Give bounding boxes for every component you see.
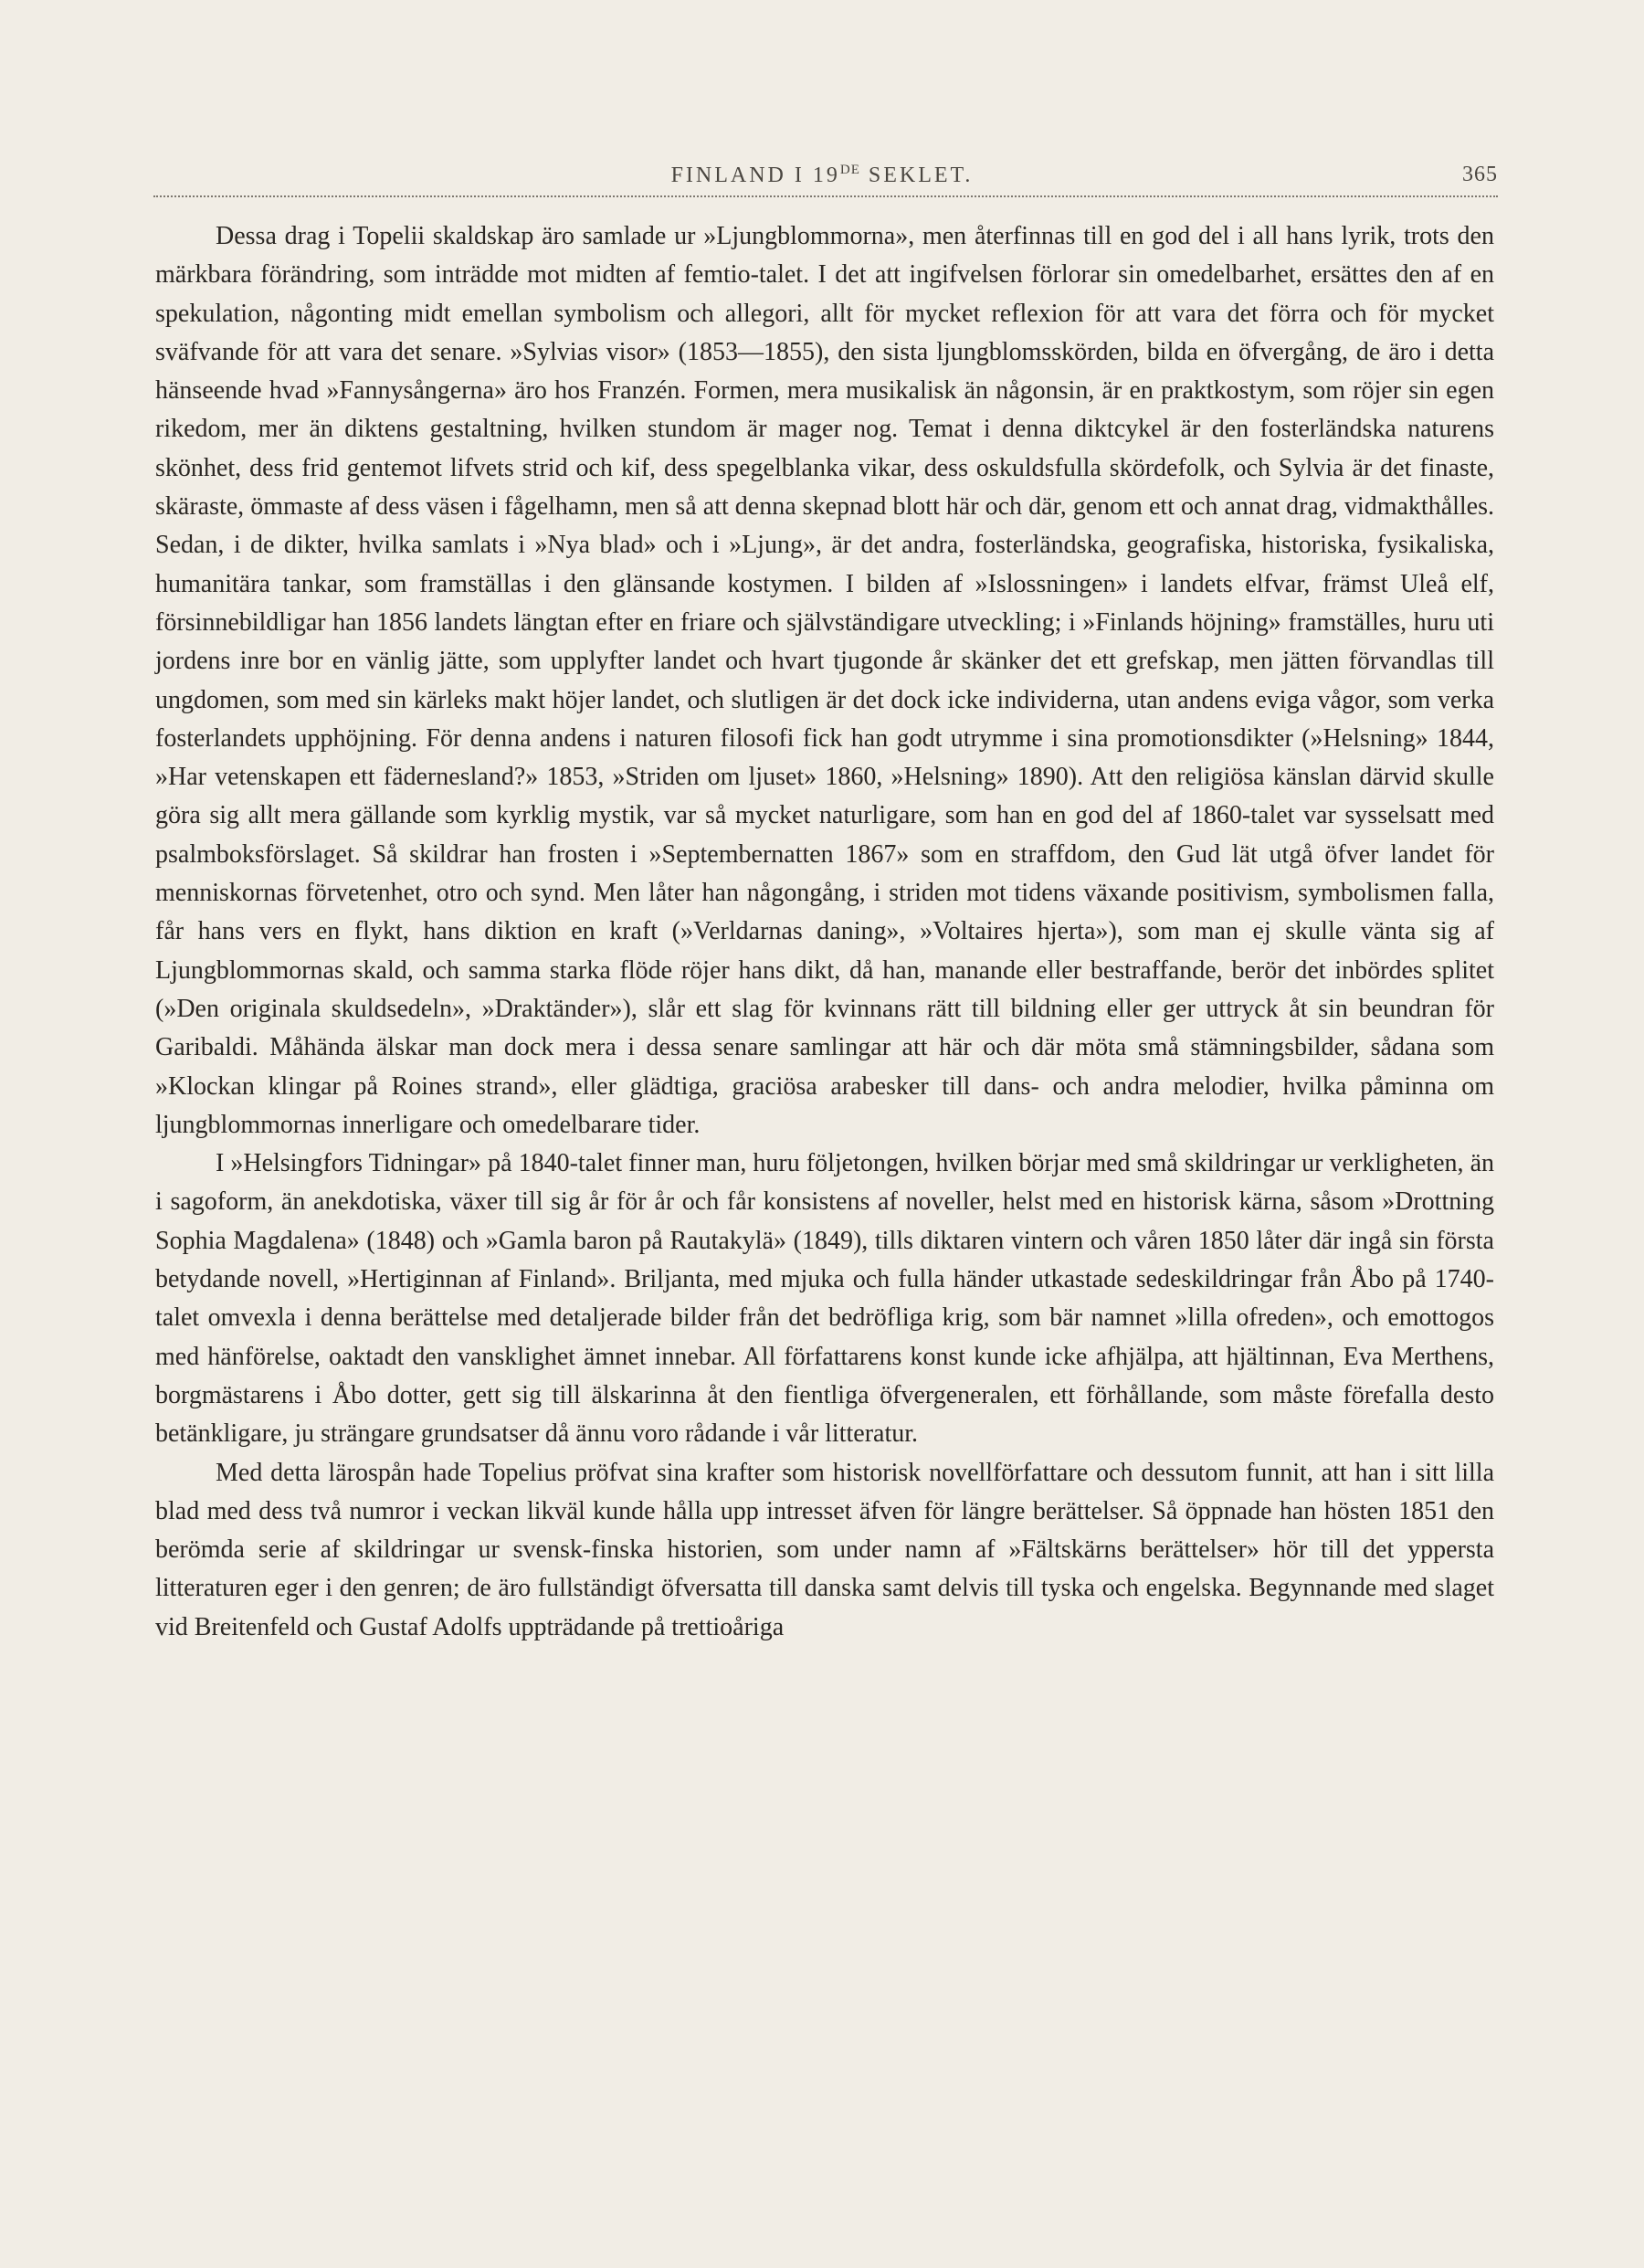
running-title-superscript: DE <box>839 163 860 177</box>
running-title-main: FINLAND I 19 <box>670 164 840 187</box>
body-text <box>155 217 1494 1647</box>
running-title-end: SEKLET. <box>859 164 974 187</box>
running-header <box>146 163 1498 192</box>
page-number: 365 <box>1462 163 1498 186</box>
paragraph: I »Helsingfors Tidningar» på 1840-talet finner man, huru följetongen, hvilken börjar med små skildringar ur verkligheten, än i sagoform, än anekdotiska, växer till sig år för år och får konsistens af noveller, helst med en historisk kärna, såsom »Drottning Sophia Magdalena» (1848) och »Gamla baron på Rautakylä» (1849), tills diktaren vintern och våren 1850 låter där ingå sin första betydande novell, »Hertiginnan af Finland». Briljanta, med mjuka och fulla händer utkastade sedeskildringar från Åbo på 1740-talet omvexla i denna berättelse med detaljerade bilder från det bedröfliga krig, som bär namnet »lilla ofreden», och emottogos med hänförelse, oaktadt den vansklighet ämnet innebar. All författarens konst kunde icke afhjälpa, att hjältinnan, Eva Merthens, borgmästarens i Åbo dotter, gett sig till älskarinna åt den fientliga öfvergeneralen, ett förhållande, som måste förefalla desto betänkligare, ju strängare grundsatser då ännu voro rådande i vår litteratur. <box>155 1149 1494 1449</box>
running-title <box>146 163 1498 188</box>
paragraph: Med detta lärospån hade Topelius pröfvat sina krafter som historisk novellförfattare och dessutom funnit, att han i sitt lilla blad med dess två numror i veckan likväl kunde hålla upp intresset äfven för längre berättelser. Så öppnade han hösten 1851 den berömda serie af skildringar ur svensk-finska historien, som under namn af »Fältskärns berättelser» hör till det yppersta litteraturen eger i den genren; de äro fullständigt öfversatta till danska samt delvis till tyska och engelska. Begynnande med slaget vid Breitenfeld och Gustaf Adolfs uppträdande på trettioåriga <box>155 1458 1494 1641</box>
paragraph: Dessa drag i Topelii skaldskap äro samlade ur »Ljungblommorna», men återfinnas till en god del i all hans lyrik, trots den märkbara förändring, som inträdde mot midten af femtio-talet. I det att ingifvelsen förlorar sin omedelbarhet, ersättes den af en spekulation, någonting midt emellan symbolism och allegori, allt för mycket reflexion för att vara det förra och för mycket sväfvande för att vara det senare. »Sylvias visor» (1853—1855), den sista ljungblomsskörden, bilda en öfvergång, de äro i detta hänseende hvad »Fannysångerna» äro hos Franzén. Formen, mera musikalisk än någonsin, är en praktkostym, som röjer sin egen rikedom, mer än diktens gestaltning, hvilken stundom är mager nog. Temat i denna diktcykel är den fosterländska naturens skönhet, dess frid gentemot lifvets strid och kif, dess spegelblanka vikar, dess oskuldsfulla skördefolk, och Sylvia är det finaste, skäraste, ömmaste af dess väsen i fågelhamn, men så att denna skepnad blott här och där, genom ett och annat drag, vidmakthålles. Sedan, i de dikter, hvilka samlats i »Nya blad» och i »Ljung», är det andra, fosterländska, geografiska, historiska, fysikaliska, humanitära tankar, som framställas i den glänsande kostymen. I bilden af »Islossningen» i landets elfvar, främst Uleå elf, försinnebildligar han 1856 landets längtan efter en friare och självständigare utveckling; i »Finlands höjning» framställes, huru uti jordens inre bor en vänlig jätte, som upplyfter landet och hvart tjugonde år skänker det ett grefskap, men jätten förvandlas till ungdomen, som med sin kärleks makt höjer landet, och slutligen är det dock icke individerna, utan andens eviga vågor, som verka fosterlandets upphöjning. För denna andens i naturen filosofi fick han godt utrymme i sina promotionsdikter (»Helsning» 1844, »Har vetenskapen ett fädernesland?» 1853, »Striden om ljuset» 1860, »Helsning» 1890). Att den religiösa känslan därvid skulle göra sig allt mera gällande som kyrklig mystik, var så mycket naturligare, som han en god del af 1860-talet var sysselsatt med psalmboksförslaget. Så skildrar han frosten i »Septembernatten 1867» som en straffdom, den Gud lät utgå öfver landet för menniskornas förvetenhet, otro och synd. Men låter han någongång, i striden mot tidens växande positivism, symbolismen falla, får hans vers en flykt, hans diktion en kraft (»Verldarnas daning», »Voltaires hjerta»), som man ej skulle vänta sig af Ljungblommornas skald, och samma starka flöde röjer hans dikt, då han, manande eller bestraffande, berör det inbördes splitet (»Den originala skuldsedeln», »Draktänder»), slår ett slag för kvinnans rätt till bildning eller ger uttryck åt sin beundran för Garibaldi. Måhända älskar man dock mera i dessa senare samlingar att här och där möta små stämningsbilder, sådana som »Klockan klingar på Roines strand», eller glädtiga, graciösa arabesker till dans- och andra melodier, hvilka påminna om ljungblommornas innerligare och omedelbarare tider. <box>155 222 1494 1139</box>
header-rule <box>153 195 1498 197</box>
